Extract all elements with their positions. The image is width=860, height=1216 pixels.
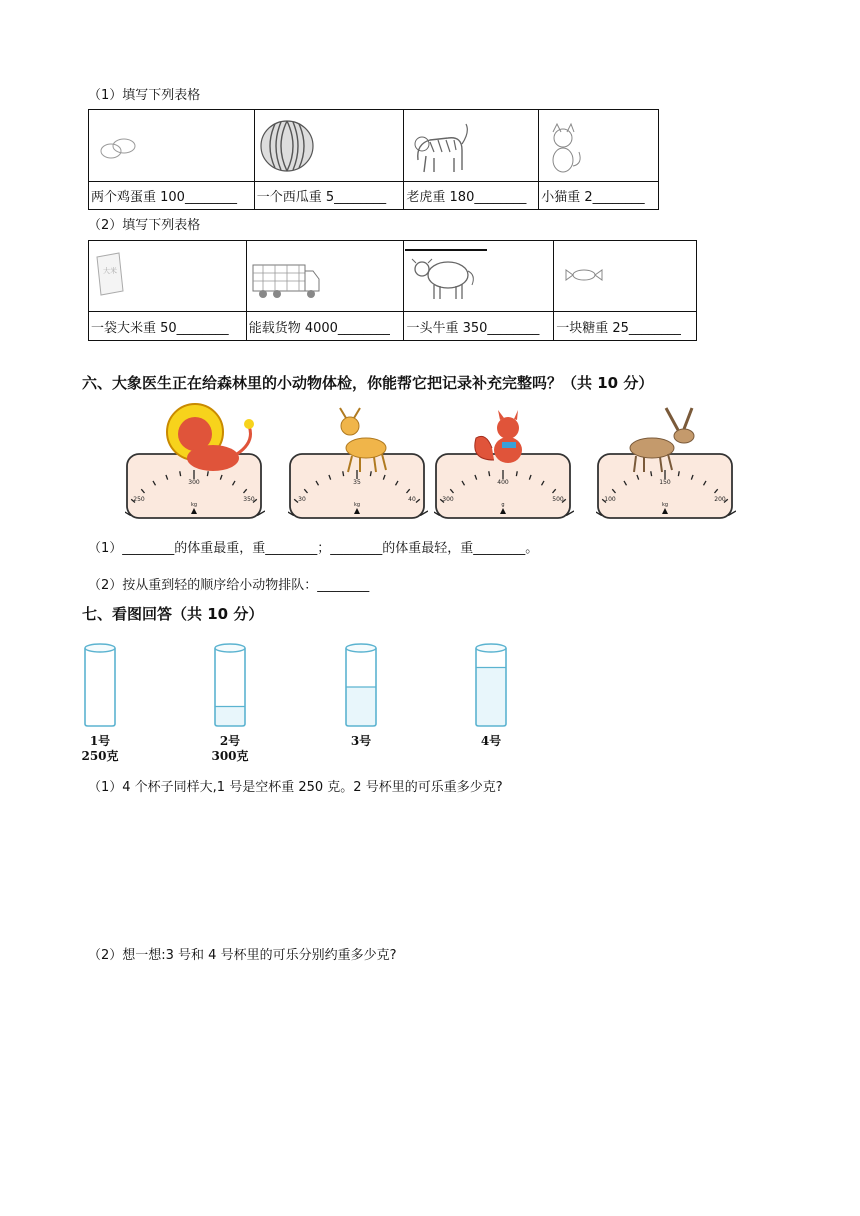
scale-tick-label: 100 <box>604 496 616 503</box>
table2-cell-cow <box>404 241 554 312</box>
table1-cell-cat <box>539 110 659 182</box>
scale-tick-label: 30 <box>298 496 306 503</box>
candy-icon <box>554 241 697 312</box>
tiger-icon <box>404 110 539 182</box>
cup-liquid <box>346 687 376 726</box>
section6-question-1: （1）________的体重最重，重________；________的体重最轻，重________。 <box>88 541 539 556</box>
section7-title: 七、看图回答（共 10 分） <box>82 605 264 623</box>
scale-tick <box>180 471 181 476</box>
table2-cell-candy <box>554 241 697 312</box>
eggs-icon <box>89 110 255 182</box>
table2 <box>88 240 697 341</box>
scale-unit: kg <box>661 502 669 508</box>
part1-title: （1）填写下列表格 <box>88 88 201 103</box>
scale-tick <box>207 471 208 476</box>
scale-tick-label: 35 <box>353 479 361 486</box>
cup-liquid <box>476 668 506 727</box>
table2-cell-rice <box>89 241 247 312</box>
table2-caption: 能载货物 4000________ <box>246 312 404 341</box>
table1 <box>88 109 659 210</box>
scale-tick-label: 150 <box>659 479 671 486</box>
table1-caption: 两个鸡蛋重 100________ <box>89 182 255 210</box>
truck-icon <box>247 241 405 312</box>
scale-4 <box>596 402 736 522</box>
scale-1 <box>125 402 265 522</box>
watermelon-icon <box>255 110 405 182</box>
cup-icon <box>212 640 248 730</box>
table1-cell-watermelon <box>254 110 404 182</box>
scale-tick <box>489 471 490 476</box>
scale-tick-label: 400 <box>497 479 509 486</box>
cup-3 <box>343 640 379 749</box>
scale-tick-label: 250 <box>133 496 145 503</box>
cup-icon <box>473 640 509 730</box>
scale-tick-label: 200 <box>714 496 726 503</box>
scale-unit: kg <box>353 502 361 508</box>
rice-bag-icon <box>89 241 247 312</box>
section6-question-2: （2）按从重到轻的顺序给小动物排队：________ <box>88 578 370 593</box>
section6-title: 六、大象医生正在给森林里的小动物体检，你能帮它把记录补充完整吗？（共 10 分） <box>82 374 654 392</box>
table2-caption: 一头牛重 350________ <box>404 312 554 341</box>
scale-tick-label: 40 <box>408 496 416 503</box>
cow-icon <box>404 241 554 312</box>
scale-tick-label: 500 <box>552 496 564 503</box>
scale-tick-label: 300 <box>442 496 454 503</box>
scale-unit: g <box>501 502 505 508</box>
svg-text:大米: 大米 <box>103 267 117 275</box>
stray-line <box>405 249 487 251</box>
table1-caption: 小猫重 2________ <box>539 182 659 210</box>
table2-caption: 一块糖重 25________ <box>554 312 697 341</box>
scale-2 <box>288 402 428 522</box>
cup-liquid <box>215 707 245 727</box>
table1-caption: 一个西瓜重 5________ <box>254 182 404 210</box>
table1-caption: 老虎重 180________ <box>404 182 539 210</box>
scale-tick <box>678 471 679 476</box>
part2-title: （2）填写下列表格 <box>88 218 201 233</box>
section7-question-1: （1）4 个杯子同样大,1 号是空杯重 250 克。2 号杯里的可乐重多少克? <box>88 780 503 795</box>
table1-cell-tiger <box>404 110 539 182</box>
scale-tick <box>516 471 517 476</box>
cup-icon <box>343 640 379 730</box>
cup-2 <box>212 640 248 764</box>
scale-3 <box>434 402 574 522</box>
scale-tick <box>651 471 652 476</box>
scale-tick <box>343 471 344 476</box>
table2-cell-truck <box>246 241 404 312</box>
cup-4 <box>473 640 509 749</box>
table2-caption: 一袋大米重 50________ <box>89 312 247 341</box>
cat-icon <box>539 110 659 182</box>
table1-cell-eggs <box>89 110 255 182</box>
cup-weight: 300克 <box>211 749 249 763</box>
scale-tick-label: 350 <box>243 496 255 503</box>
squirrel-icon <box>475 410 522 463</box>
cup-label: 3号 <box>350 734 372 748</box>
section7-question-2: （2）想一想:3 号和 4 号杯里的可乐分别约重多少克? <box>88 948 397 963</box>
cup-label: 2号 <box>219 734 241 748</box>
cup-1 <box>82 640 118 764</box>
scale-unit: kg <box>190 502 198 508</box>
cup-label: 4号 <box>480 734 502 748</box>
scale-tick-label: 300 <box>188 479 200 486</box>
scale-tick <box>370 471 371 476</box>
cup-icon <box>82 640 118 730</box>
cup-weight: 250克 <box>81 749 119 763</box>
cup-label: 1号 <box>89 734 111 748</box>
